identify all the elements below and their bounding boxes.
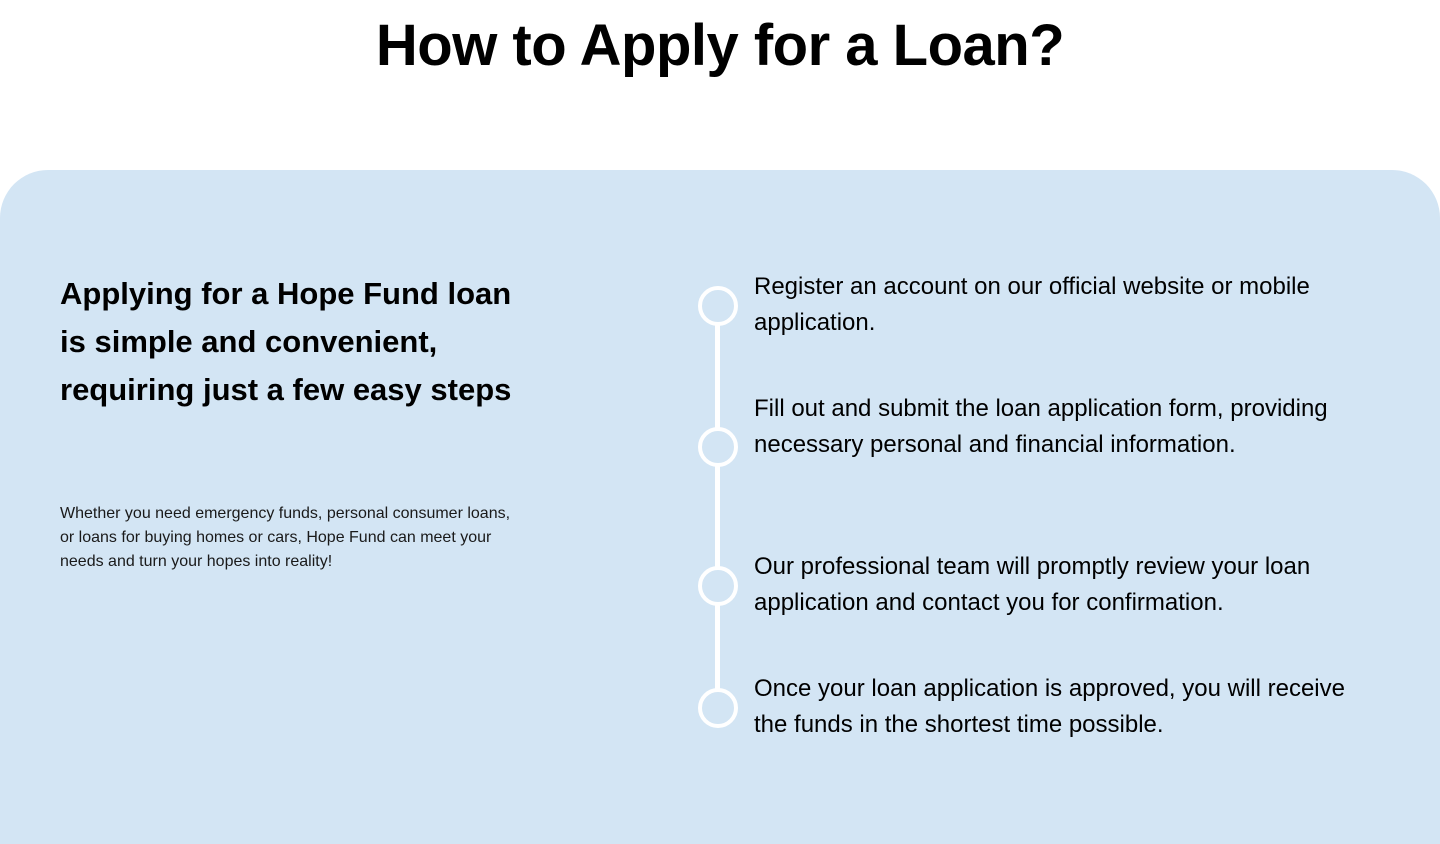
step-3-text: Our professional team will promptly review your loan application and contact you for confirmation. (754, 553, 1311, 616)
timeline-line (715, 305, 720, 707)
step-2-marker-icon (698, 427, 738, 467)
how-to-apply-panel (0, 170, 1440, 844)
step-1-text: Register an account on our official website or mobile application. (754, 273, 1310, 336)
step-2-text: Fill out and submit the loan application form, providing necessary personal and financial information. (754, 395, 1328, 458)
step-1-marker-icon (698, 286, 738, 326)
step-4-text: Once your loan application is approved, you will receive the funds in the shortest time possible. (754, 675, 1345, 738)
step-4-marker-icon (698, 688, 738, 728)
intro-heading: Applying for a Hope Fund loan is simple and convenient, requiring just a few easy steps (60, 276, 512, 407)
intro-description: Whether you need emergency funds, personal consumer loans, or loans for buying homes or cars, Hope Fund can meet your needs and turn your hopes into reality! (60, 505, 511, 570)
page-title: How to Apply for a Loan? (375, 13, 1065, 78)
step-3-marker-icon (698, 566, 738, 606)
